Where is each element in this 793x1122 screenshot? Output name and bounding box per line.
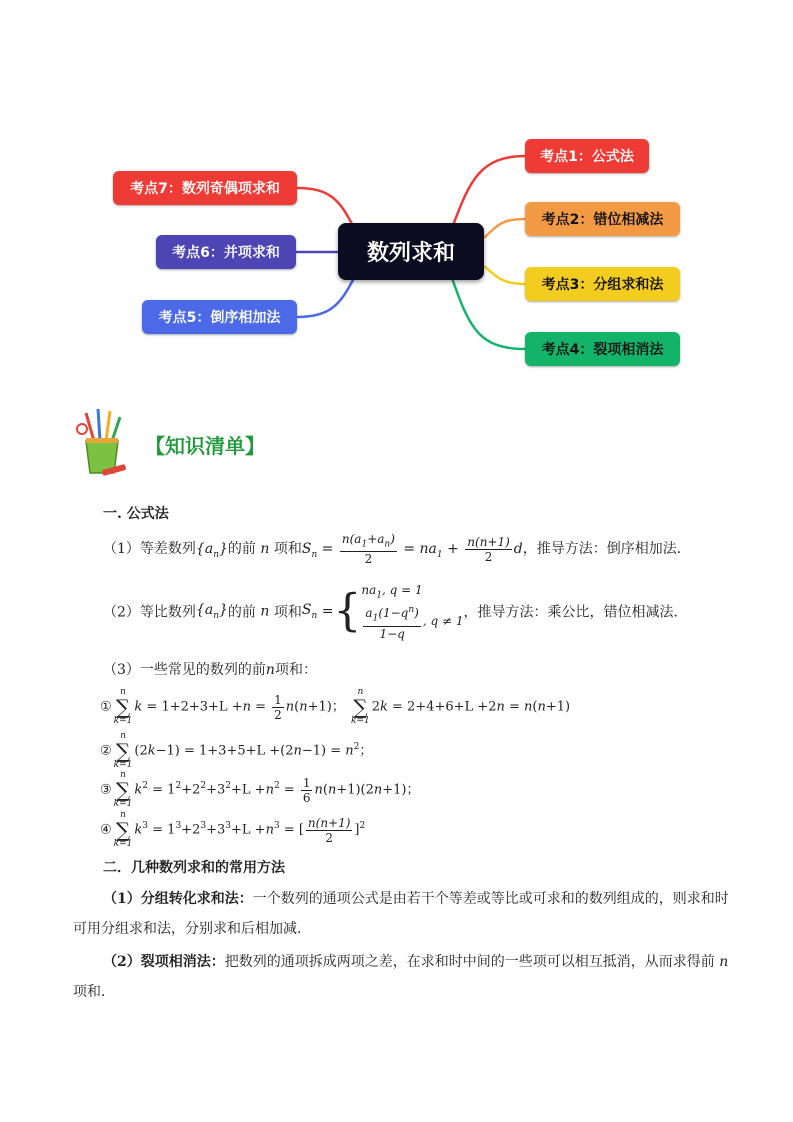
method-1-line-2: 可用分组求和法，分别求和后相加减． — [73, 921, 311, 937]
method-1-label: （1）分组转化求和法： — [103, 891, 253, 907]
p1-text-c: 项和 — [273, 541, 302, 558]
p2-text-b: 的前 — [227, 604, 256, 621]
f1-num: ① — [100, 699, 112, 715]
p2-text-c: 项和 — [273, 604, 302, 621]
mindmap-node-7[interactable]: 考点7：数列奇偶项求和 — [113, 171, 297, 205]
f2-num: ② — [100, 743, 112, 759]
formula-sum-1: ① n ∑ k=1 k = 1+2+3+L +n = $\frac{1}{2}$ n(n+1)； n ∑ k=1 2k = 2+4+6+L +2n = n(n+1) — [100, 687, 571, 726]
knowledge-title: 【知识清单】 — [145, 434, 265, 458]
p1-text-a: （1）等差数列 — [103, 541, 196, 558]
f3-num: ③ — [100, 782, 112, 798]
p1-text-d: ，推导方法：倒序相加法． — [522, 541, 691, 558]
formula-line-3: （3）一些常见的数列的前n项和： — [103, 662, 317, 678]
mindmap-node-5[interactable]: 考点5：倒序相加法 — [142, 300, 297, 334]
method-2-line-1 — [103, 951, 728, 971]
mindmap-node-3[interactable]: 考点3：分组求和法 — [525, 267, 680, 301]
method-2-label: （2）裂项相消法： — [103, 954, 225, 970]
method-2-text-1: 把数列的通项拆成两项之差，在求和时中间的一些项可以相互抵消，从而求得前 — [224, 954, 715, 970]
p3-text-a: （3）一些常见的数列的前 — [103, 662, 266, 678]
p3-text-b: 项和： — [274, 662, 317, 678]
mindmap-node-1[interactable]: 考点1：公式法 — [525, 139, 649, 173]
section-2-heading: 二．几种数列求和的常用方法 — [103, 860, 285, 876]
method-1-line-1 — [103, 888, 729, 908]
method-1-text-1: 一个数列的通项公式是由若干个等差或等比或可求和的数列组成的，则求和时 — [252, 891, 729, 907]
p1-text-b: 的前 — [227, 541, 256, 558]
formula-sum-2: ② n ∑ k=1 $(2k-1) = 1+3+5+L +(2n-1) = n^2$； — [100, 731, 373, 770]
method-2-line-2: 项和． — [73, 984, 115, 1000]
formula-sum-4: ④ n ∑ k=1 $k^3 = 1^3+2^3+3^3+L +n^3$ = [ $\frac{n(n+1)}{2}$ ]$^2$ — [100, 810, 366, 849]
section-1-heading: 一. 公式法 — [103, 506, 169, 522]
p2-text-d: ，推导方法：乘公比，错位相减法． — [463, 604, 688, 621]
mindmap-node-6[interactable]: 考点6：并项求和 — [156, 235, 296, 269]
formula-line-2: （2）等比数列$\{a_n\}$的前 n 项和$S_n$ ={ $na_1$, q = 1 $\frac{a_1(1-q^n)}{1-q}$ , q ≠ 1 ，推导方法：乘公比，错位相减法． — [103, 583, 688, 641]
formula-line-1: （1）等差数列$\{a_n\}$的前 n 项和$S_n$ = $\frac{n(a_1+a_n)}{2}$ = $na_1$ + $\frac{n(n+1)}{2}$ d，推导方法：倒序相加法． — [103, 532, 691, 567]
mindmap-node-4[interactable]: 考点4：裂项相消法 — [525, 332, 680, 366]
mindmap-center[interactable]: 数列求和 — [338, 223, 484, 280]
p2-text-a: （2）等比数列 — [103, 604, 196, 621]
f4-num: ④ — [100, 822, 112, 838]
pencil-cup-icon — [72, 407, 132, 479]
method-2-n: n — [719, 954, 729, 970]
mindmap-node-2[interactable]: 考点2：错位相减法 — [525, 202, 680, 236]
formula-sum-3: ③ n ∑ k=1 $k^2 = 1^2+2^2+3^2+L +n^2$ = $\frac{1}{6}$ n(n+1)(2n+1)； — [100, 770, 420, 809]
